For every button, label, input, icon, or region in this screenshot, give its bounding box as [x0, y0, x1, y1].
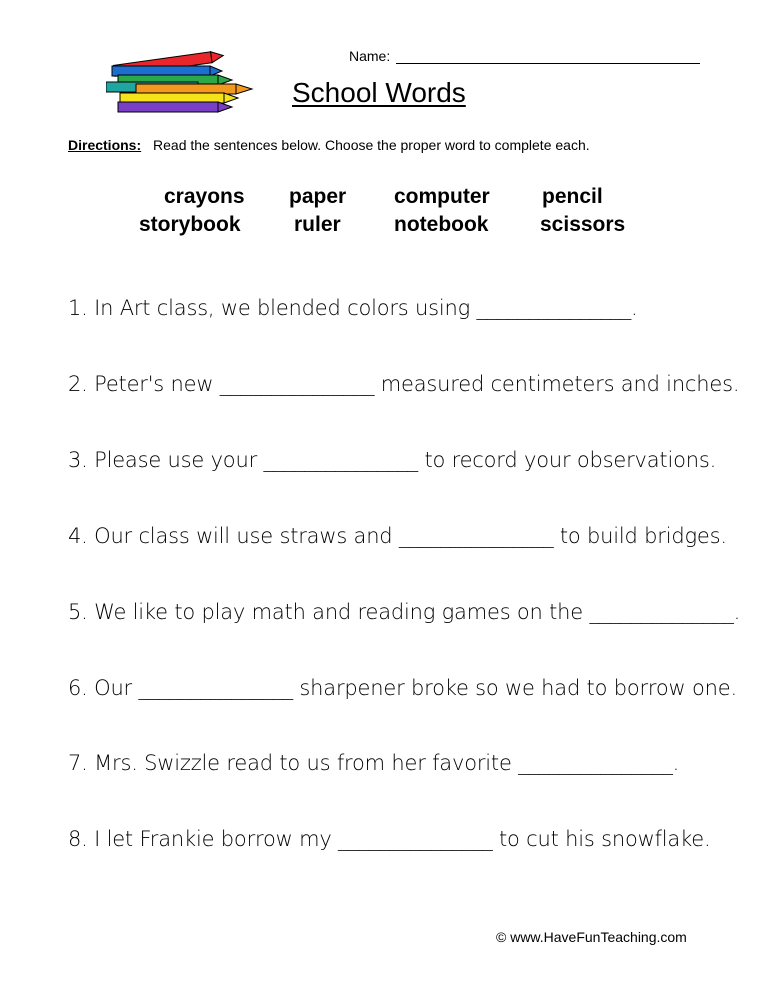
- question-5: 5. We like to play math and reading games on the ______________.: [68, 600, 741, 624]
- word-bank-item: notebook: [394, 213, 489, 236]
- word-bank-item: crayons: [164, 185, 245, 208]
- question-6: 6. Our _______________ sharpener broke so we had to borrow one.: [68, 676, 737, 700]
- directions: [68, 137, 590, 153]
- name-label: Name:: [349, 48, 391, 64]
- word-bank-item: pencil: [542, 185, 603, 208]
- crayons-illustration-icon: [106, 44, 256, 116]
- name-input-line[interactable]: [396, 47, 700, 64]
- directions-label: Directions:: [68, 137, 142, 153]
- word-bank-item: ruler: [294, 213, 341, 236]
- word-bank-item: scissors: [540, 213, 626, 236]
- question-1: 1. In Art class, we blended colors using _______________.: [68, 296, 638, 320]
- question-2: 2. Peter's new _______________ measured centimeters and inches.: [68, 372, 740, 396]
- question-3: 3. Please use your _______________ to record your observations.: [68, 448, 717, 472]
- word-bank-item: storybook: [139, 213, 241, 236]
- word-bank-item: paper: [289, 185, 347, 208]
- page-title: School Words: [292, 77, 466, 108]
- question-7: 7. Mrs. Swizzle read to us from her favorite _______________.: [68, 751, 680, 775]
- name-field-row: [349, 47, 700, 64]
- question-4: 4. Our class will use straws and _______________ to build bridges.: [68, 524, 727, 548]
- copyright-footer: © www.HaveFunTeaching.com: [496, 929, 687, 945]
- directions-text: Read the sentences below. Choose the proper word to complete each.: [153, 137, 590, 153]
- word-bank-item: computer: [394, 185, 490, 208]
- question-8: 8. I let Frankie borrow my _______________ to cut his snowflake.: [68, 827, 711, 851]
